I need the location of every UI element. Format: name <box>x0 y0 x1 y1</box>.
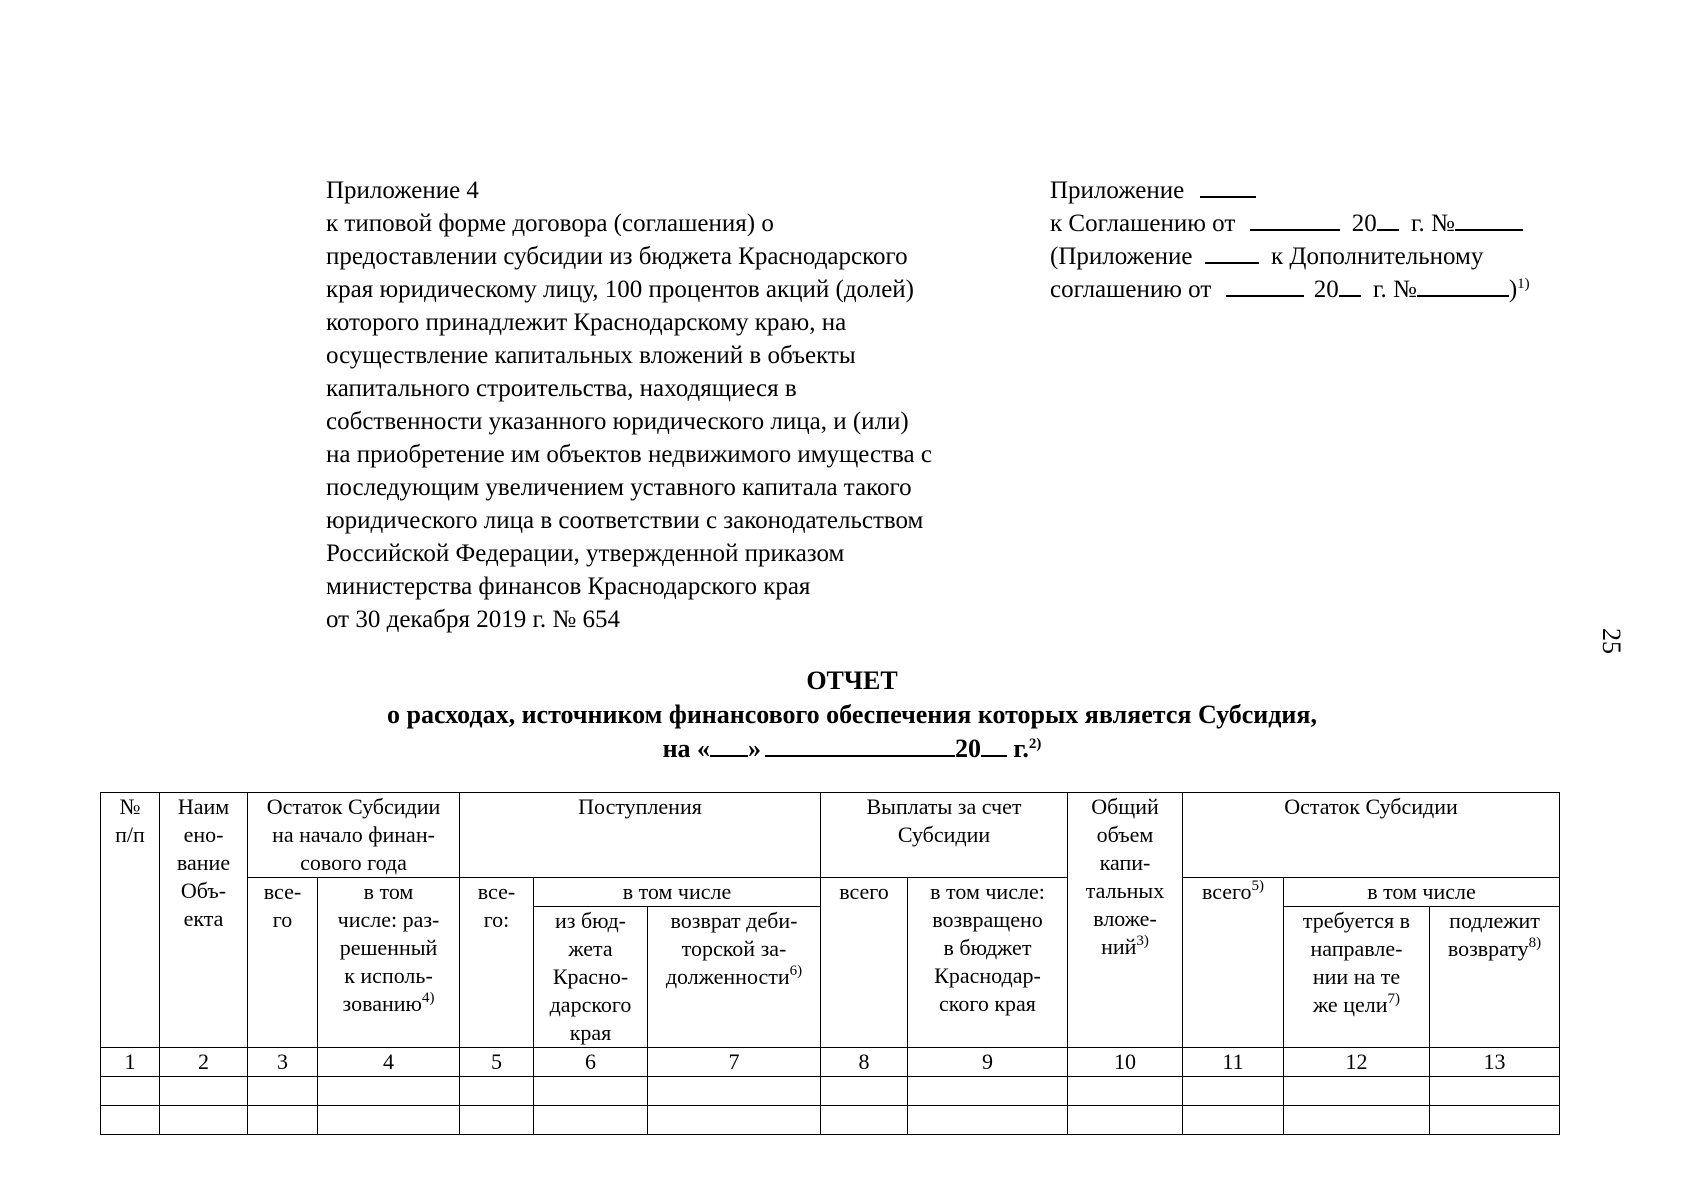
column-number: 8 <box>821 1048 908 1077</box>
header-payments-returned: в том числе: возвращено в бюджет Краснодар- ского края <box>908 878 1068 1048</box>
footnote-4: 4) <box>421 990 435 1006</box>
column-number: 2 <box>160 1048 248 1077</box>
header-remainder-start-allowed <box>318 878 460 1048</box>
table-cell[interactable] <box>1284 1077 1430 1106</box>
table-cell[interactable] <box>908 1077 1068 1106</box>
footnote-6: 6) <box>789 963 803 979</box>
date-quote: » <box>748 734 762 763</box>
table-cell[interactable] <box>318 1106 460 1135</box>
header-remainder-end-required <box>1284 907 1430 1048</box>
column-numbers-row <box>101 1048 1560 1077</box>
header-object-name-top: Наим ено- вание <box>176 794 231 875</box>
table-cell[interactable] <box>821 1077 908 1106</box>
supplementary-appendix-blank[interactable] <box>1205 240 1259 264</box>
table-cell[interactable] <box>1183 1106 1284 1135</box>
column-number: 1 <box>101 1048 160 1077</box>
header-remainder-end-incl: в том числе <box>1284 878 1560 907</box>
supplementary-date-blank[interactable] <box>1226 273 1304 297</box>
year-suffix: г. <box>1013 734 1029 763</box>
header-remainder-start-allowed-text: в том числе: раз- решенный к исполь- зованию <box>337 879 440 1016</box>
agreement-number-blank[interactable] <box>1455 207 1523 231</box>
supplementary-year-prefix: 20 <box>1313 276 1339 303</box>
date-prefix: на « <box>662 734 711 763</box>
header-object-name-bottom: Объ- екта <box>180 878 227 931</box>
appendix-label: Приложение <box>1050 177 1185 204</box>
appendix-line: осуществление капитальных вложений в объекты <box>326 342 856 369</box>
appendix-reference-left <box>326 174 932 636</box>
agreement-year-prefix: 20 <box>1351 210 1377 237</box>
header-investments <box>1068 793 1183 1048</box>
column-number: 3 <box>248 1048 318 1077</box>
supplementary-agreement-label: к Дополнительному <box>1271 243 1484 270</box>
appendix-line: на приобретение им объектов недвижимого имущества с <box>326 441 932 468</box>
column-number: 10 <box>1068 1048 1183 1077</box>
appendix-line: Российской Федерации, утвержденной приказом <box>326 540 845 567</box>
appendix-line: собственности указанного юридического лица, и (или) <box>326 408 909 435</box>
table-cell[interactable] <box>534 1077 648 1106</box>
month-blank[interactable] <box>765 733 955 757</box>
header-remainder-start: Остаток Субсидии на начало финан- сового года <box>248 793 460 878</box>
header-receipts-budget: из бюд- жета Красно- дарского края <box>534 907 648 1048</box>
header-remainder-end-total-text: всего <box>1201 879 1252 904</box>
column-number: 13 <box>1430 1048 1560 1077</box>
table-cell[interactable] <box>821 1106 908 1135</box>
agreement-number-label: г. № <box>1411 210 1455 237</box>
header-receipts-incl: в том числе <box>534 878 821 907</box>
appendix-number-blank[interactable] <box>1200 174 1256 198</box>
page-number: 25 <box>1597 628 1626 654</box>
appendix-line: предоставлении субсидии из бюджета Краснодарского <box>326 243 908 270</box>
table-cell[interactable] <box>534 1106 648 1135</box>
footnote-marker: 1) <box>1517 276 1530 292</box>
header-payments-total: всего <box>821 878 908 1048</box>
footnote-7: 7) <box>1387 991 1400 1007</box>
column-number: 6 <box>534 1048 648 1077</box>
column-number: 7 <box>648 1048 821 1077</box>
table-cell[interactable] <box>101 1106 160 1135</box>
report-title: ОТЧЕТ <box>806 666 898 695</box>
table-cell[interactable] <box>1430 1106 1560 1135</box>
header-remainder-end-return <box>1430 907 1560 1048</box>
appendix-line: края юридическому лицу, 100 процентов акций (долей) <box>326 276 914 303</box>
column-number: 11 <box>1183 1048 1284 1077</box>
header-remainder-start-total: все- го <box>248 878 318 1048</box>
header-receipts-return <box>648 907 821 1048</box>
report-date-line <box>0 733 1704 764</box>
table-cell[interactable] <box>908 1106 1068 1135</box>
table-row <box>101 1077 1560 1106</box>
appendix-line: капитального строительства, находящиеся в <box>326 375 797 402</box>
appendix-line: к типовой форме договора (соглашения) о <box>326 210 774 237</box>
table-row <box>101 1106 1560 1135</box>
header-row-number: № п/п <box>101 793 160 1048</box>
supplementary-year-blank[interactable] <box>1339 273 1361 297</box>
appendix-line: которого принадлежит Краснодарскому краю, на <box>326 309 847 336</box>
column-number: 4 <box>318 1048 460 1077</box>
appendix-line: министерства финансов Краснодарского края <box>326 573 811 600</box>
year-blank[interactable] <box>981 733 1007 757</box>
table-cell[interactable] <box>248 1106 318 1135</box>
appendix-reference-right <box>1050 174 1530 306</box>
header-remainder-end-return-text: подлежит возврату <box>1447 908 1540 961</box>
table-cell[interactable] <box>101 1077 160 1106</box>
header-object-name <box>160 793 248 1048</box>
column-number: 12 <box>1284 1048 1430 1077</box>
appendix-line: от 30 декабря 2019 г. № 654 <box>326 606 621 633</box>
table-cell[interactable] <box>460 1077 534 1106</box>
supplementary-number-blank[interactable] <box>1417 273 1509 297</box>
table-cell[interactable] <box>1284 1106 1430 1135</box>
table-cell[interactable] <box>318 1077 460 1106</box>
footnote-3: 3) <box>1136 933 1149 949</box>
supplementary-date-label: соглашению от <box>1050 276 1212 303</box>
column-number: 9 <box>908 1048 1068 1077</box>
table-cell[interactable] <box>460 1106 534 1135</box>
expense-report-table <box>100 792 1560 1135</box>
table-cell[interactable] <box>1068 1077 1183 1106</box>
agreement-date-blank[interactable] <box>1250 207 1340 231</box>
header-payments: Выплаты за счет Субсидии <box>821 793 1068 878</box>
header-receipts-return-text: возврат деби- торской за- долженности <box>665 908 798 989</box>
agreement-label: к Соглашению от <box>1050 210 1236 237</box>
agreement-year-blank[interactable] <box>1377 207 1399 231</box>
footnote-8: 8) <box>1528 935 1542 951</box>
table-cell[interactable] <box>1068 1106 1183 1135</box>
date-footnote: 2) <box>1028 736 1042 752</box>
closing-paren: ) <box>1508 276 1518 303</box>
supplementary-appendix-label: (Приложение <box>1050 243 1193 270</box>
appendix-line: Приложение 4 <box>326 177 479 204</box>
header-remainder-end: Остаток Субсидии <box>1183 793 1560 878</box>
table-cell[interactable] <box>1430 1077 1560 1106</box>
supplementary-number-label: г. № <box>1373 276 1417 303</box>
header-remainder-end-required-text: требуется в направле- нии на те же цели <box>1302 908 1411 1017</box>
table-cell[interactable] <box>1183 1077 1284 1106</box>
appendix-line: юридического лица в соответствии с законодательством <box>326 507 924 534</box>
table-cell[interactable] <box>160 1106 248 1135</box>
header-receipts: Поступления <box>460 793 821 878</box>
appendix-line: последующим увеличением уставного капитала такого <box>326 474 912 501</box>
table-cell[interactable] <box>648 1077 821 1106</box>
header-receipts-total: все- го: <box>460 878 534 1048</box>
header-remainder-end-total <box>1183 878 1284 1048</box>
year-prefix: 20 <box>955 734 982 763</box>
table-cell[interactable] <box>248 1077 318 1106</box>
header-investments-text: Общий объем капи- тальных вложе- ний <box>1085 794 1165 959</box>
column-number: 5 <box>460 1048 534 1077</box>
footnote-5: 5) <box>1251 878 1265 894</box>
table-cell[interactable] <box>160 1077 248 1106</box>
day-blank[interactable] <box>710 733 748 757</box>
table-cell[interactable] <box>648 1106 821 1135</box>
report-subtitle: о расходах, источником финансового обеспечения которых является Субсидия, <box>387 700 1317 729</box>
